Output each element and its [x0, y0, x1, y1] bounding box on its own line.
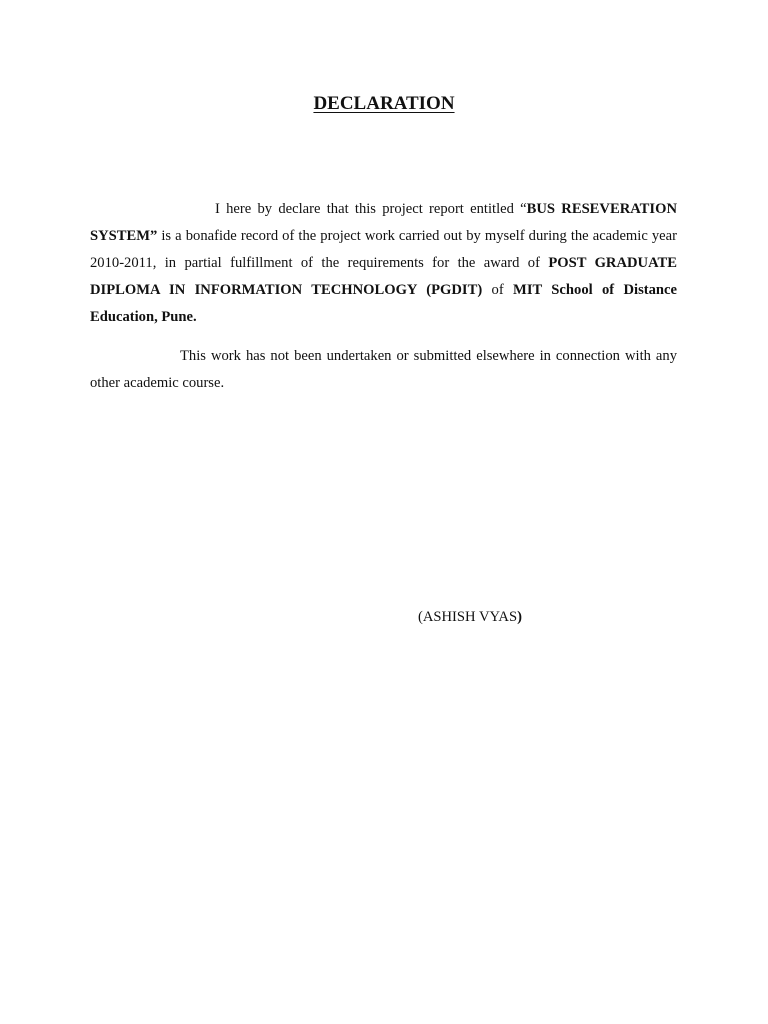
signature-name-text: (ASHISH VYAS	[418, 609, 518, 625]
page-title-text: DECLARATION	[313, 93, 455, 114]
project-title: BUS RESEVERATION SYSTEM”	[90, 201, 677, 244]
declaration-text-body: is a bonafide record of the project work carried out by myself during the academic year 2010-2011, in partial fulfillment of the requirements for the award of	[90, 228, 677, 271]
signature-close-paren: )	[517, 609, 522, 625]
declaration-paragraph	[90, 196, 677, 331]
diploma-name: POST GRADUATE DIPLOMA IN INFORMATION TECHNOLOGY (PGDIT)	[90, 255, 678, 298]
originality-paragraph: This work has not been undertaken or submitted elsewhere in connection with any other academic course.	[90, 348, 677, 391]
page-title	[0, 93, 768, 115]
institution-name: MIT School of Distance Education, Pune.	[90, 282, 677, 325]
declaration-text-of: of	[482, 282, 514, 298]
declaration-text-intro: I here by declare that this project report entitled “	[215, 201, 527, 217]
signature-name	[418, 609, 522, 626]
